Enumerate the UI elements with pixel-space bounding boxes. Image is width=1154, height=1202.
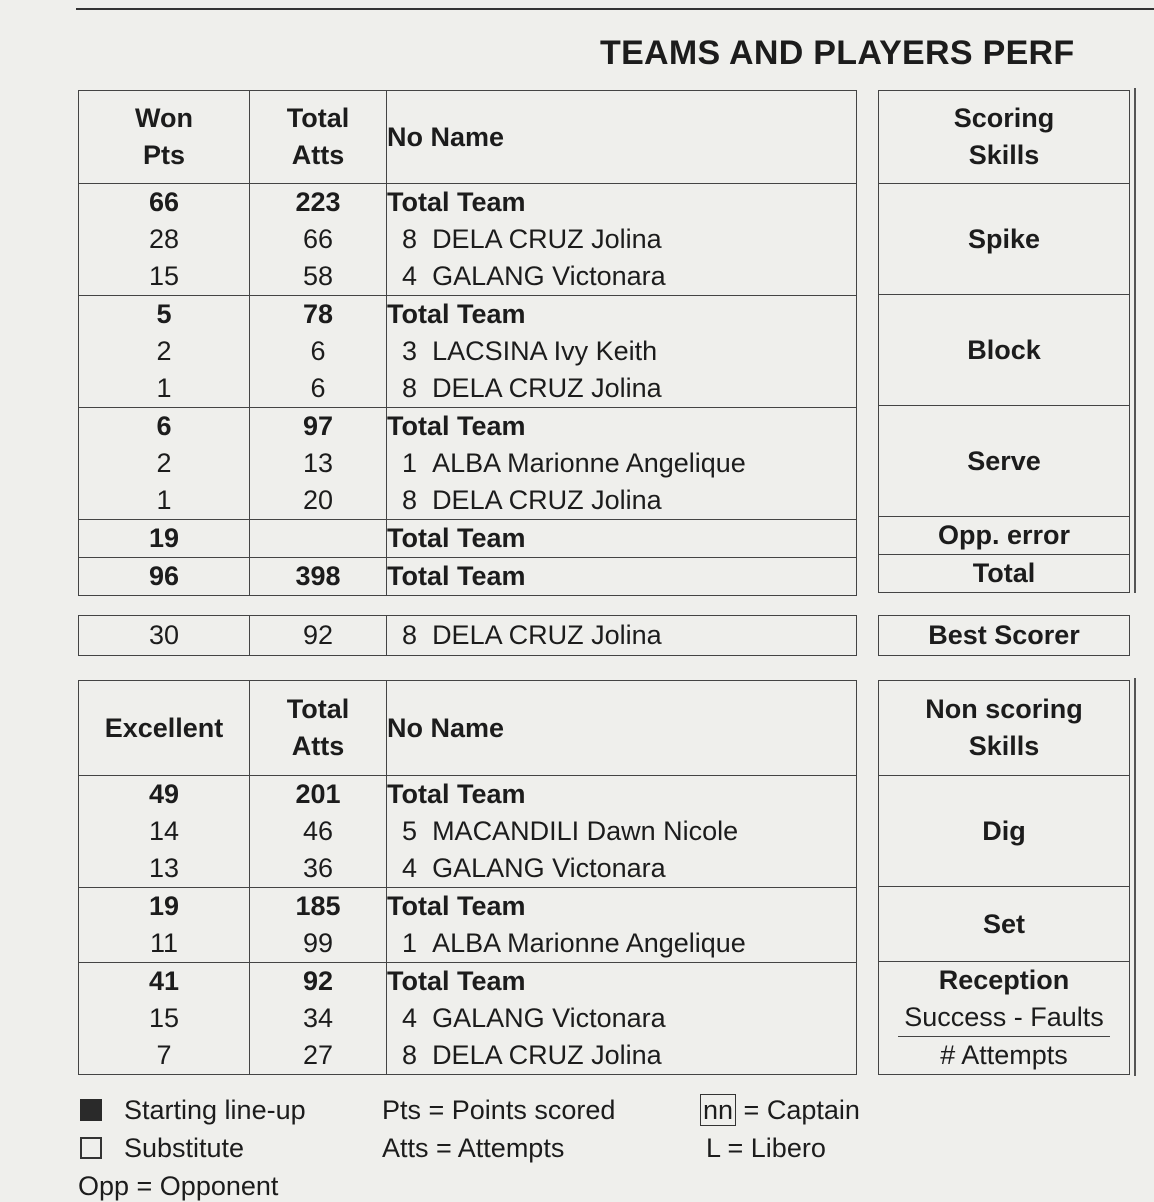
skill-serve: Serve <box>879 406 1130 517</box>
block-atts-cell: 78 6 6 <box>250 296 387 408</box>
reception-name-cell: Total Team 4 GALANG Victonara 8 DELA CRUZ Jolina <box>387 963 857 1075</box>
top-rule <box>76 0 1154 10</box>
page-title: TEAMS AND PLAYERS PERF <box>600 34 1075 72</box>
scoring-header-row <box>79 91 857 184</box>
dig-name-cell: Total Team 5 MACANDILI Dawn Nicole 4 GALANG Victonara <box>387 776 857 888</box>
legend-substitute: Substitute <box>80 1133 244 1164</box>
reception-won-cell: 41 15 7 <box>79 963 250 1075</box>
best-scorer-label-table <box>878 615 1130 656</box>
skill-total: Total <box>879 555 1130 593</box>
opp-error-won: 19 <box>79 520 250 558</box>
right-edge-rule <box>1134 88 1154 593</box>
total-won: 96 <box>79 558 250 596</box>
skill-opp-error: Opp. error <box>879 517 1130 555</box>
spike-name-cell: Total Team 8 DELA CRUZ Jolina 4 GALANG Victonara <box>387 184 857 296</box>
block-name-cell: Total Team 3 LACSINA Ivy Keith 8 DELA CRUZ Jolina <box>387 296 857 408</box>
legend-opp: Opp = Opponent <box>78 1171 279 1201</box>
won-pts-header: Won Pts <box>79 91 250 184</box>
best-scorer-row <box>79 616 857 656</box>
empty-square-icon <box>80 1137 102 1159</box>
scoring-skills-header: Scoring Skills <box>879 91 1130 184</box>
legend-pts: Pts = Points scored <box>382 1095 616 1125</box>
spike-atts-cell: 223 66 58 <box>250 184 387 296</box>
spike-won-cell: 66 28 15 <box>79 184 250 296</box>
skill-set: Set <box>879 887 1130 962</box>
non-scoring-header-row <box>79 681 857 776</box>
reception-group-row <box>79 963 857 1075</box>
best-scorer-atts: 92 <box>250 616 387 656</box>
legend-captain: nn = Captain <box>700 1095 860 1126</box>
non-scoring-skills-header: Non scoring Skills <box>879 681 1130 776</box>
best-scorer-name: 8 DELA CRUZ Jolina <box>387 616 857 656</box>
filled-square-icon <box>80 1099 102 1121</box>
dig-group-row <box>79 776 857 888</box>
total-row <box>79 558 857 596</box>
spike-group-row <box>79 184 857 296</box>
ns-total-atts-header: Total Atts <box>250 681 387 776</box>
opp-error-row <box>79 520 857 558</box>
serve-won-cell: 6 2 1 <box>79 408 250 520</box>
set-won-cell: 19 11 <box>79 888 250 963</box>
set-atts-cell: 185 99 <box>250 888 387 963</box>
set-group-row <box>79 888 857 963</box>
total-name: Total Team <box>387 558 857 596</box>
excellent-header: Excellent <box>79 681 250 776</box>
serve-name-cell: Total Team 1 ALBA Marionne Angelique 8 DELA CRUZ Jolina <box>387 408 857 520</box>
opp-error-name: Total Team <box>387 520 857 558</box>
best-scorer-won: 30 <box>79 616 250 656</box>
serve-group-row <box>79 408 857 520</box>
block-won-cell: 5 2 1 <box>79 296 250 408</box>
block-group-row <box>79 296 857 408</box>
non-scoring-table <box>78 680 857 1075</box>
total-atts-header: Total Atts <box>250 91 387 184</box>
serve-atts-cell: 97 13 20 <box>250 408 387 520</box>
no-name-header: No Name <box>387 91 857 184</box>
legend-starting: Starting line-up <box>80 1095 306 1126</box>
legend-atts: Atts = Attempts <box>382 1133 565 1163</box>
skill-spike: Spike <box>879 184 1130 295</box>
set-name-cell: Total Team 1 ALBA Marionne Angelique <box>387 888 857 963</box>
best-scorer-label: Best Scorer <box>879 616 1130 656</box>
non-scoring-skills-table <box>878 680 1130 1075</box>
legend-libero: L = Libero <box>706 1133 826 1163</box>
skill-reception: Reception Success - Faults # Attempts <box>879 962 1130 1075</box>
scoring-skills-table <box>878 90 1130 593</box>
scoring-table <box>78 90 857 596</box>
right-edge-rule-2 <box>1134 678 1154 1076</box>
skill-block: Block <box>879 295 1130 406</box>
skill-dig: Dig <box>879 776 1130 887</box>
captain-box: nn <box>700 1094 736 1126</box>
reception-atts-cell: 92 34 27 <box>250 963 387 1075</box>
opp-error-atts <box>250 520 387 558</box>
total-atts: 398 <box>250 558 387 596</box>
dig-won-cell: 49 14 13 <box>79 776 250 888</box>
best-scorer-table <box>78 615 857 656</box>
dig-atts-cell: 201 46 36 <box>250 776 387 888</box>
ns-no-name-header: No Name <box>387 681 857 776</box>
